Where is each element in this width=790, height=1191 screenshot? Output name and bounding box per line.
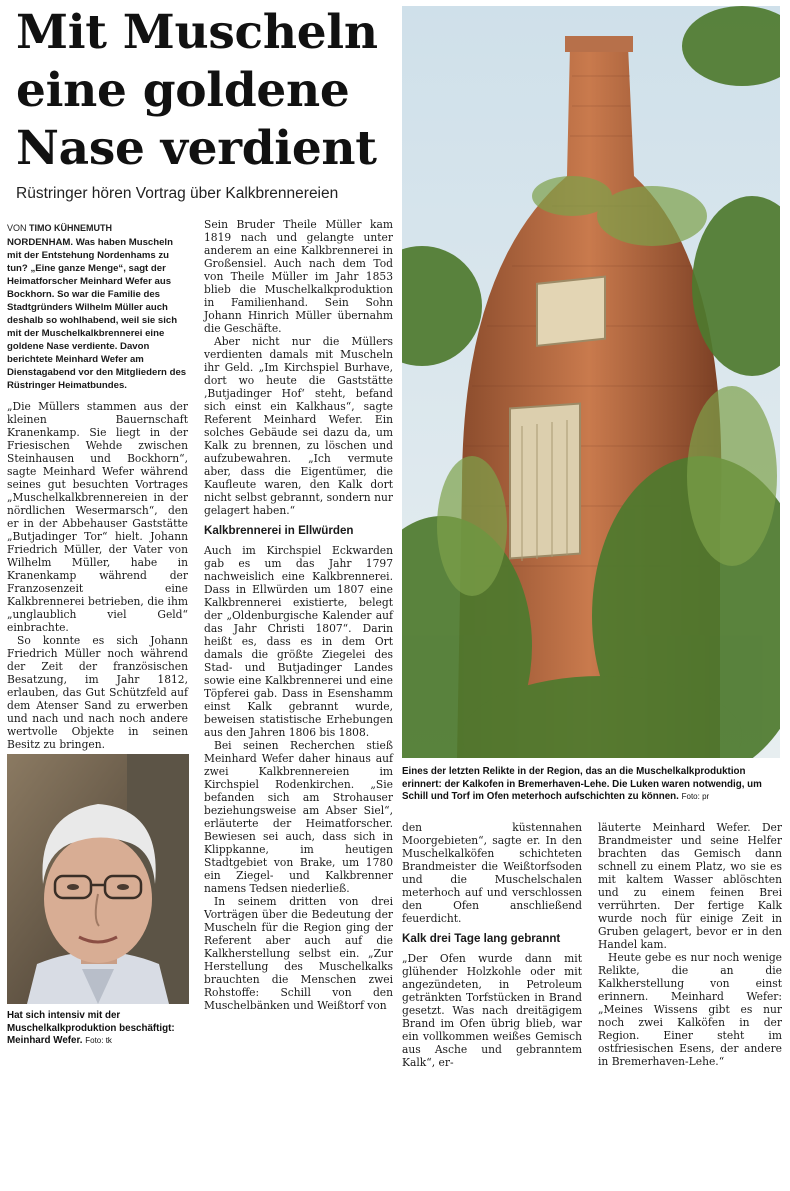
portrait-illustration [7,754,189,1004]
body-paragraph: den küstennahen Moorgebieten“, sagte er. In den Muschelkalköfen schichteten Brandmeister die Weißtorfsoden und die Muschelschalen meterhoch auf und verschlossen den Ofen anschließend feuerdicht. [402,821,582,925]
kiln-caption-text: Eines der letzten Relikte in der Region, das an die Muschelkalkproduktion erinnert: der Kalkofen in Bremerhaven-Lehe. Die Luken waren notwendig, um Schill und Torf im Ofen meterhoch aufschichten zu können. [402,766,762,802]
body-paragraph: „Die Müllers stammen aus der kleinen Bauernschaft Kranenkamp. Sie liegt in der Friesischen Wehde zwischen Steinhausen und Bockhorn“, sagte Meinhard Wefer während seines gut besuchten Vortrages „Muschelkalkbrennereien in der nördlichen Wesermarsch“, den er in der Abbehauser Gaststätte „Butjadinger Tor“ hielt. Johann Friedrich Müller, der Vater von Wilhelm Müller, habe in Kranenkamp während der Franzosenzeit eine Kalkbrennerei betrieben, die ihm „unglaublich viel Geld“ einbrachte. [7,400,188,634]
kiln-photo [402,6,780,758]
article-column-1 [7,236,188,751]
body-paragraph: „Der Ofen wurde dann mit glühender Holzkohle oder mit angezündeten, in Petroleum getränkten Torfstücken in Brand gesetzt. Was nach dreitägigem Brand im Ofen übrig blieb, war ein vollkommen weißes Gemisch aus Asche und gebranntem Kalk“, er- [402,952,582,1069]
article-column-3 [402,821,582,1069]
subheading-kalkbrennerei-ellwuerden: Kalkbrennerei in Ellwürden [204,524,354,537]
body-paragraph: Heute gebe es nur noch wenige Relikte, die an die Kalkherstellung von einst erinnern. Meinhard Wefer: „Meines Wissens gibt es nur noch zwei Kalköfen in der Region. Einer steht im ostfriesischen Esens, der andere in Bremerhaven-Lehe.“ [598,951,782,1068]
body-paragraph: In seinem dritten von drei Vorträgen über die Bedeutung der Muscheln für die Region ging der Referent aber auch auf die Kalkherstellung selbst ein. „Zur Herstellung des Muschelkalks brauchten die Menschen zwei Rohstoffe: Schill von den Muschelbänken und Weißtorf von [204,895,393,1012]
headline-line-1: Mit Muscheln [16,5,378,60]
headline-line-2: eine goldene [16,63,350,118]
portrait-photo [7,754,189,1004]
kiln-illustration [402,6,780,758]
article-column-2 [204,218,393,1012]
portrait-caption-text: Hat sich intensiv mit der Muschelkalkproduktion beschäftigt: Meinhard Wefer. [7,1010,175,1046]
lead-paragraph [7,236,188,392]
kiln-photo-caption [402,766,782,804]
byline-author: TIMO KÜHNEMUTH [29,223,113,233]
headline-line-3: Nase verdient [16,121,377,176]
body-paragraph: läuterte Meinhard Wefer. Der Brandmeister und seine Helfer brachten das Gemisch dann schnell zu einem Platz, wo sie es mit kaltem Wasser ablöschten und zu einem feinen Brei verrührten. Der fertige Kalk wurde noch für einige Zeit in Gruben gelagert, bevor er in den Handel kam. [598,821,782,951]
body-paragraph: Aber nicht nur die Müllers verdienten damals mit Muscheln ihr Geld. „Im Kirchspiel Burhave, dort wo heute die Gaststätte ‚Butjadinger Hof‘ steht, befand sich einst ein Kalkhaus“, sagte Referent Meinhard Wefer. Ein solches Gebäude sei dazu da, um Kalk zu brennen, zu löschen und aufzubewahren. „Ich vermute aber, dass die Eigentümer, die Kaufleute waren, den Kalk dort nicht selbst gebrannt, sondern nur gelagert haben.“ [204,335,393,517]
article-column-4 [598,821,782,1068]
headline [16,4,396,178]
subheading-kalk-drei-tage: Kalk drei Tage lang gebrannt [402,932,561,945]
lead-text: Was haben Muscheln mit der Entstehung Nordenhams zu tun? „Eine ganze Menge“, sagt der Heimatforscher Meinhard Wefer aus Bockhorn. So war die Familie des Stadtgründers Wilhelm Müller auch deshalb so wohlhabend, weil sie sich mit der Muschelkalkbrennerei eine goldene Nase verdiente. Davon berichtete Meinhard Wefer am Dienstagabend vor den Mitgliedern des Rüstringer Heimatbundes. [7,237,187,391]
dateline: NORDENHAM. [7,237,74,248]
kiln-photo-credit: Foto: pr [681,792,710,801]
subtitle: Rüstringer hören Vortrag über Kalkbrennereien [16,185,339,202]
body-paragraph: Auch im Kirchspiel Eckwarden gab es um das Jahr 1797 nachweislich eine Kalkbrennerei. Dass in Ellwürden um 1807 eine Kalkbrennerei existierte, belegt der „Oldenburgische Kalender auf das Jahr Christi 1807“. Darin heißt es, dass es in dem Ort damals die größte Ziegelei des Stad- und Butjadinger Landes sowie eine Kalkbrennerei und eine Töpferei gab. Dass in Esenshamm einst Kalk gebrannt wurde, beweisen statistische Erhebungen aus den Jahren 1806 bis 1808. [204,544,393,739]
body-paragraph: So konnte es sich Johann Friedrich Müller noch während der Zeit der französischen Besatzung, im Jahr 1812, erlauben, das Gut Schützfeld auf dem Atenser Sand zu erwerben und nach und nach noch andere wertvolle Objekte in seinen Besitz zu bringen. [7,634,188,751]
byline [7,223,197,233]
body-paragraph: Bei seinen Recherchen stieß Meinhard Wefer daher hinaus auf zwei Kalkbrennereien im Kirchspiel Rodenkirchen. „Sie befanden sich am Strohauser beziehungsweise am Abser Siel“, erläuterte der Heimatforscher. Bewiesen sei auch, dass sich in Klippkanne, im heutigen Stadtgebiet von Brake, um 1780 ein Ziegel- und Kalkbrenner namens Tedsen niederließ. [204,739,393,895]
portrait-credit: Foto: tk [85,1036,112,1045]
byline-prefix: VON [7,223,27,233]
body-paragraph: Sein Bruder Theile Müller kam 1819 nach und gelangte unter anderem an eine Kalkbrennerei in Großensiel. Auch nach dem Tod von Theile Müller im Jahr 1853 blieb die Muschelkalkproduktion in Familienhand. Sein Sohn Johann Hinrich Müller übernahm die Geschäfte. [204,218,393,335]
portrait-caption [7,1010,189,1048]
